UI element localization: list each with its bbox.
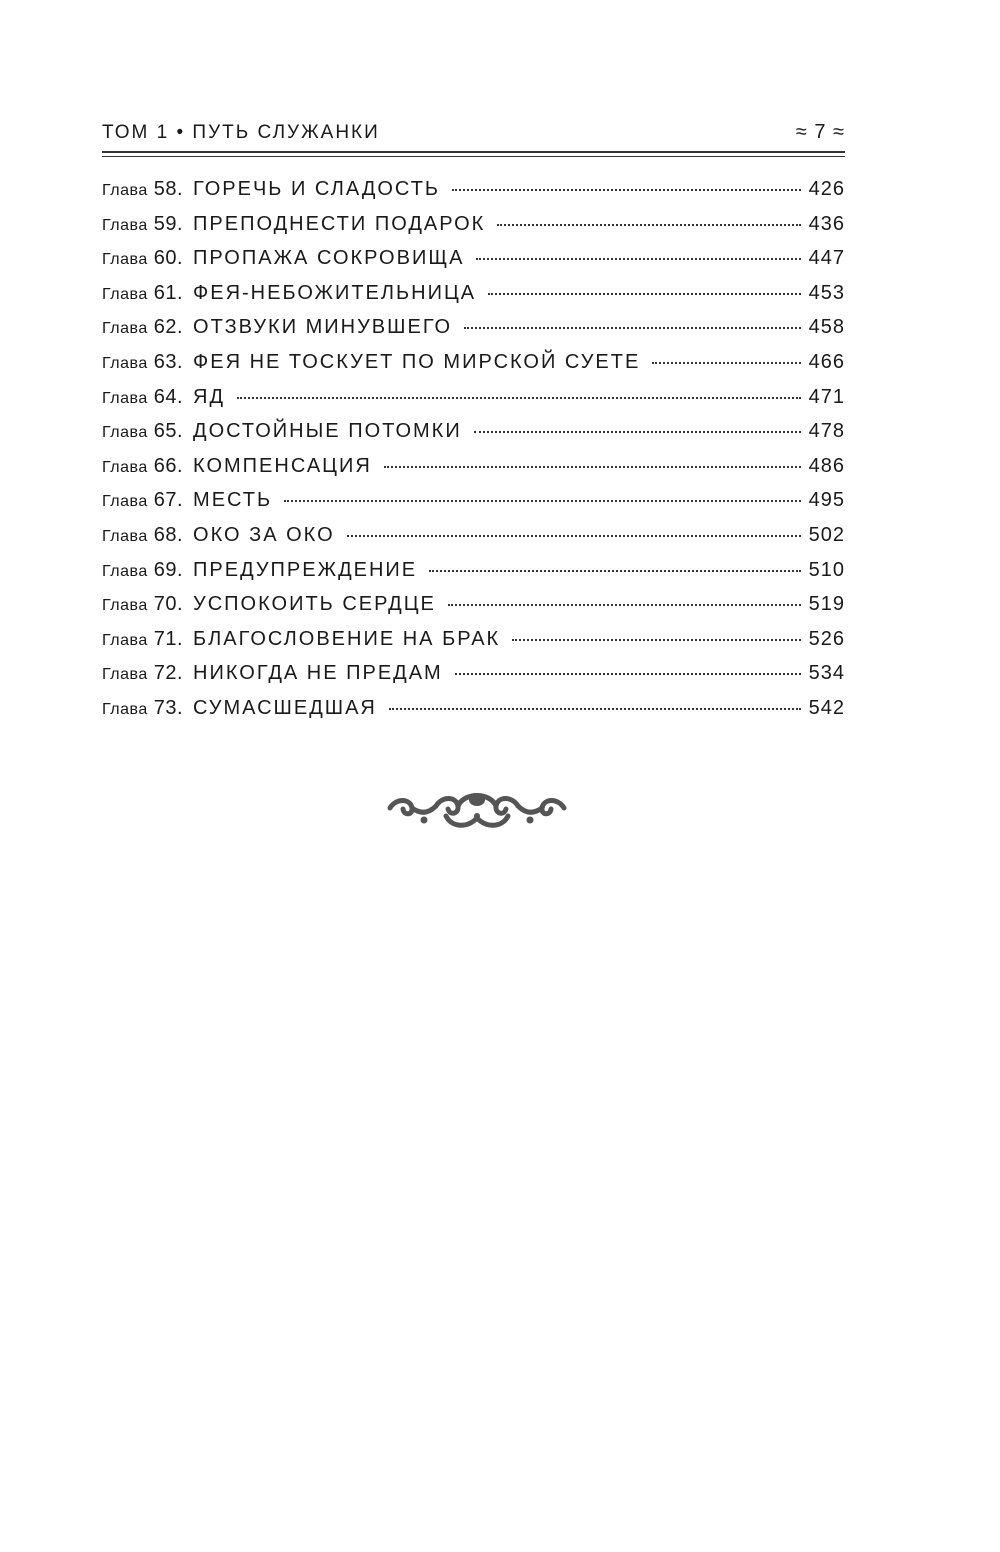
chapter-title: НИКОГДА НЕ ПРЕДАМ — [193, 662, 443, 685]
book-volume-title: ТОМ 1 • ПУТЬ СЛУЖАНКИ — [102, 122, 380, 143]
chapter-page: 453 — [808, 281, 845, 304]
chapter-prefix: Глава — [102, 285, 148, 303]
chapter-page: 466 — [808, 350, 845, 373]
chapter-page: 458 — [808, 316, 845, 339]
chapter-number: 70. — [153, 593, 184, 616]
chapter-page: 478 — [808, 420, 845, 443]
chapter-prefix: Глава — [102, 354, 148, 372]
dot-leader — [384, 466, 801, 468]
toc-entry[interactable] — [102, 386, 845, 421]
chapter-title: ОТЗВУКИ МИНУВШЕГО — [193, 316, 453, 339]
toc-entry[interactable] — [102, 455, 845, 490]
toc-entry[interactable] — [102, 282, 845, 317]
chapter-title: ПРЕПОДНЕСТИ ПОДАРОК — [193, 212, 486, 235]
chapter-prefix: Глава — [102, 631, 148, 649]
chapter-page: 447 — [808, 247, 845, 270]
chapter-prefix: Глава — [102, 562, 148, 580]
chapter-prefix: Глава — [102, 251, 148, 269]
dot-leader — [429, 570, 801, 572]
chapter-page: 486 — [808, 454, 845, 477]
chapter-title: ГОРЕЧЬ И СЛАДОСТЬ — [193, 178, 441, 200]
chapter-title: МЕСТЬ — [193, 489, 273, 512]
toc-entry[interactable] — [102, 489, 845, 524]
chapter-title: ЯД — [193, 385, 226, 408]
dot-leader — [497, 224, 800, 226]
toc-entry[interactable] — [102, 628, 845, 663]
toc-entry[interactable] — [102, 697, 845, 732]
chapter-page: 526 — [808, 627, 845, 650]
chapter-page: 542 — [808, 696, 845, 719]
chapter-number: 66. — [153, 454, 184, 477]
chapter-number: 62. — [153, 316, 184, 339]
chapter-prefix: Глава — [102, 458, 148, 476]
dot-leader — [464, 327, 801, 329]
chapter-title: ПРОПАЖА СОКРОВИЩА — [193, 247, 465, 270]
chapter-prefix: Глава — [102, 182, 148, 199]
chapter-title: ОКО ЗА ОКО — [193, 523, 335, 546]
dot-leader — [455, 673, 801, 675]
chapter-page: 495 — [808, 489, 845, 512]
dot-leader — [652, 362, 800, 364]
toc-entry[interactable] — [102, 420, 845, 455]
header-rule-thin — [102, 156, 845, 157]
table-of-contents — [102, 178, 845, 732]
chapter-title: СУМАСШЕДШАЯ — [193, 696, 377, 719]
chapter-page: 426 — [808, 178, 845, 200]
chapter-number: 60. — [153, 247, 184, 270]
chapter-number: 64. — [153, 385, 184, 408]
toc-entry[interactable] — [102, 213, 845, 248]
chapter-title: ДОСТОЙНЫЕ ПОТОМКИ — [193, 420, 462, 443]
toc-entry[interactable] — [102, 178, 845, 213]
toc-entry[interactable] — [102, 593, 845, 628]
dot-leader — [474, 431, 801, 433]
toc-entry[interactable] — [102, 662, 845, 697]
header-rule-thick — [102, 151, 845, 153]
dot-leader — [476, 258, 800, 260]
dot-leader — [284, 500, 800, 502]
chapter-number: 69. — [153, 558, 184, 581]
chapter-prefix: Глава — [102, 216, 148, 234]
chapter-page: 534 — [808, 662, 845, 685]
dot-leader — [448, 604, 801, 606]
chapter-prefix: Глава — [102, 320, 148, 338]
chapter-number: 73. — [153, 696, 184, 719]
dot-leader — [347, 535, 801, 537]
chapter-prefix: Глава — [102, 527, 148, 545]
chapter-number: 65. — [153, 420, 184, 443]
chapter-prefix: Глава — [102, 493, 148, 511]
dot-leader — [237, 397, 801, 399]
toc-entry[interactable] — [102, 351, 845, 386]
running-header — [102, 120, 845, 144]
chapter-number: 59. — [153, 212, 184, 235]
chapter-page: 519 — [808, 593, 845, 616]
chapter-number: 61. — [153, 281, 184, 304]
chapter-number: 63. — [153, 350, 184, 373]
chapter-title: БЛАГОСЛОВЕНИЕ НА БРАК — [193, 627, 501, 650]
chapter-number: 67. — [153, 489, 184, 512]
chapter-title: ФЕЯ-НЕБОЖИТЕЛЬНИЦА — [193, 281, 477, 304]
chapter-prefix: Глава — [102, 389, 148, 407]
dot-leader — [452, 189, 801, 191]
chapter-title: ФЕЯ НЕ ТОСКУЕТ ПО МИРСКОЙ СУЕТЕ — [193, 350, 641, 373]
chapter-title: ПРЕДУПРЕЖДЕНИЕ — [193, 558, 418, 581]
chapter-prefix: Глава — [102, 597, 148, 615]
chapter-page: 502 — [808, 523, 845, 546]
chapter-prefix: Глава — [102, 424, 148, 442]
chapter-prefix: Глава — [102, 700, 148, 718]
chapter-number: 58. — [153, 178, 184, 200]
toc-entry[interactable] — [102, 247, 845, 282]
toc-entry[interactable] — [102, 316, 845, 351]
dot-leader — [488, 293, 801, 295]
chapter-prefix: Глава — [102, 666, 148, 684]
chapter-page: 510 — [808, 558, 845, 581]
chapter-number: 71. — [153, 627, 184, 650]
decorative-scroll-ornament-icon — [386, 782, 568, 832]
chapter-page: 436 — [808, 212, 845, 235]
dot-leader — [512, 639, 800, 641]
toc-entry[interactable] — [102, 559, 845, 594]
page-number: ≈ 7 ≈ — [795, 121, 845, 143]
chapter-number: 68. — [153, 523, 184, 546]
chapter-page: 471 — [808, 385, 845, 408]
dot-leader — [389, 708, 801, 710]
chapter-title: КОМПЕНСАЦИЯ — [193, 454, 372, 477]
chapter-title: УСПОКОИТЬ СЕРДЦЕ — [193, 593, 436, 616]
chapter-number: 72. — [153, 662, 184, 685]
toc-entry[interactable] — [102, 524, 845, 559]
